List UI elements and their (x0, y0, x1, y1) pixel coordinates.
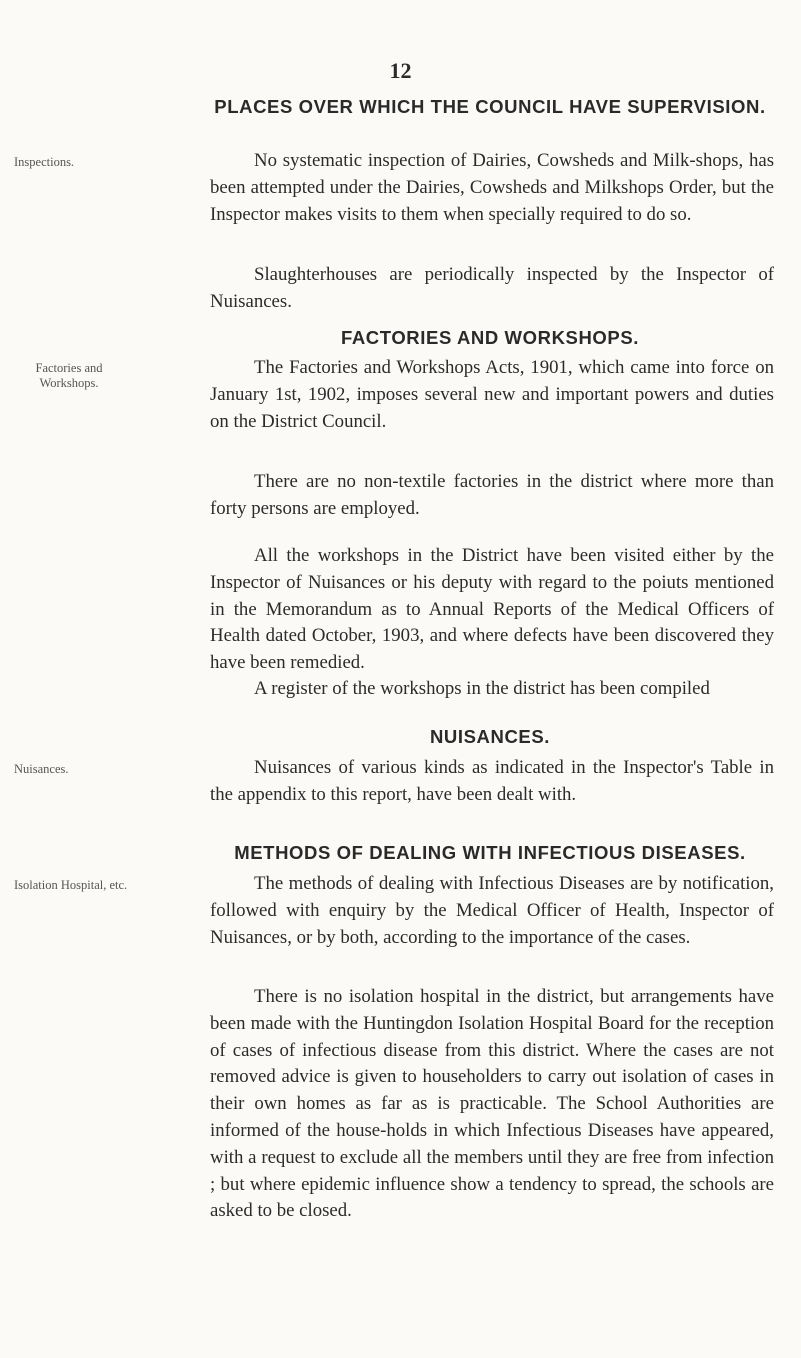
paragraph-dairies: No systematic inspection of Dairies, Cowsheds and Milk-shops, has been attempted under the Dairies, Cowsheds and Milkshops Order, but the Inspector makes visits to them when specially required to do so. (210, 150, 774, 225)
margin-note-isolation: Isolation Hospital, etc. (14, 878, 128, 892)
section-heading-places: PLACES OVER WHICH THE COUNCIL HAVE SUPERVISION. (214, 96, 766, 117)
paragraph-workshops-visited: All the workshops in the District have been visited either by the Inspector of Nuisances or his deputy with regard to the poiuts mentioned in the Memorandum as to Annual Reports of the Medical Officers of Health dated October, 1903, and where defects have been discovered they have been remedied. (210, 545, 774, 674)
margin-note-inspections: Inspections. (14, 155, 75, 169)
paragraph-slaughterhouses: Slaughterhouses are periodically inspected by the Inspector of Nuisances. (210, 264, 774, 312)
paragraph-non-textile: There are no non-textile factories in the district where more than forty persons are employed. (210, 471, 774, 519)
margin-note-nuisances: Nuisances. (14, 762, 69, 776)
section-heading-infectious: METHODS OF DEALING WITH INFECTIOUS DISEASES. (234, 842, 746, 863)
paragraph-register: A register of the workshops in the district has been compiled (254, 678, 710, 699)
section-heading-factories: FACTORIES AND WORKSHOPS. (340, 327, 640, 348)
paragraph-factories-acts: The Factories and Workshops Acts, 1901, which came into force on January 1st, 1902, imposes several new and important powers and duties on the District Council. (210, 357, 774, 432)
paragraph-nuisances: Nuisances of various kinds as indicated in the Inspector's Table in the appendix to this report, have been dealt with. (210, 757, 774, 805)
page-number: 12 (389, 58, 412, 83)
margin-note-factories: Factories and Workshops. (35, 361, 103, 390)
paragraph-isolation-hospital: There is no isolation hospital in the district, but arrangements have been made with the Huntingdon Isolation Hospital Board for the reception of cases of infectious disease from this district. Where the cases are not removed advice is given to householders to carry out isolation of cases in their own homes as far as is practicable. The School Authorities are informed of the house-holds in which Infectious Diseases have appeared, with a request to exclude all the members until they are free from infection ; but where epidemic influence show a tendency to spread, the schools are asked to be closed. (210, 986, 774, 1222)
section-heading-nuisances: NUISANCES. (429, 726, 551, 747)
paragraph-methods: The methods of dealing with Infectious Diseases are by notification, followed with enquiry by the Medical Officer of Health, Inspector of Nuisances, or by both, according to the importance of the cases. (210, 873, 774, 948)
